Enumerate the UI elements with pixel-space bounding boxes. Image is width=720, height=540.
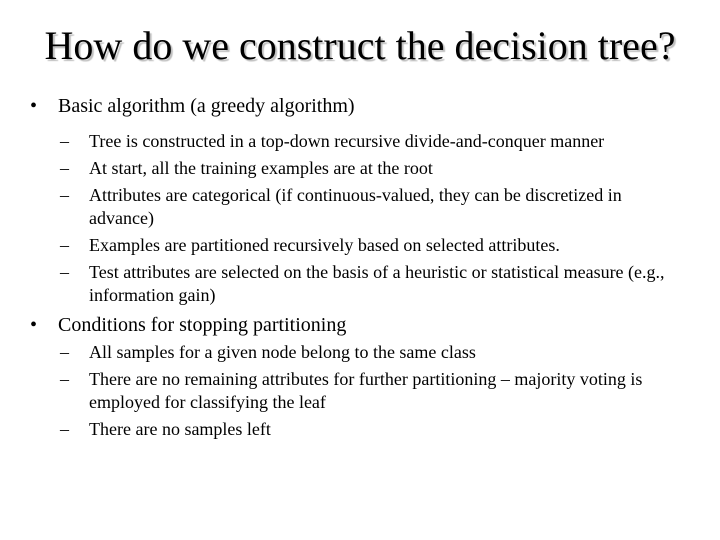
sub-item-text: Attributes are categorical (if continuous-valued, they can be discretized in advance)	[89, 185, 622, 228]
bullet-label: Basic algorithm (a greedy algorithm)	[58, 95, 355, 117]
sub-item-text: There are no remaining attributes for further partitioning – majority voting is employed for classifying the leaf	[89, 369, 643, 412]
sub-item-text: Test attributes are selected on the basis of a heuristic or statistical measure (e.g., information gain)	[89, 262, 665, 305]
slide-title: How do we construct the decision tree?	[44, 23, 676, 68]
bullet-icon: •	[30, 314, 38, 336]
sub-item-text: All samples for a given node belong to the same class	[89, 342, 476, 362]
sub-item	[60, 368, 680, 414]
sub-item-text: At start, all the training examples are at the root	[89, 158, 433, 178]
dash-icon: –	[60, 131, 69, 151]
bullet-icon: •	[30, 95, 38, 117]
dash-icon: –	[60, 185, 69, 205]
sub-item	[60, 130, 680, 153]
dash-icon: –	[60, 419, 69, 439]
dash-icon: –	[60, 262, 69, 282]
sub-item	[60, 261, 680, 307]
sub-item-text: Examples are partitioned recursively based on selected attributes.	[89, 235, 560, 255]
sub-item-text: There are no samples left	[89, 419, 271, 439]
sub-item-text: Tree is constructed in a top-down recursive divide-and-conquer manner	[89, 131, 605, 151]
dash-icon: –	[60, 369, 69, 389]
sub-item	[60, 234, 680, 257]
dash-icon: –	[60, 158, 69, 178]
sub-item	[60, 157, 680, 180]
sub-item	[60, 341, 680, 364]
dash-icon: –	[60, 235, 69, 255]
sub-item	[60, 184, 680, 230]
sub-item	[60, 418, 680, 441]
bullet-label: Conditions for stopping partitioning	[58, 314, 347, 336]
dash-icon: –	[60, 342, 69, 362]
